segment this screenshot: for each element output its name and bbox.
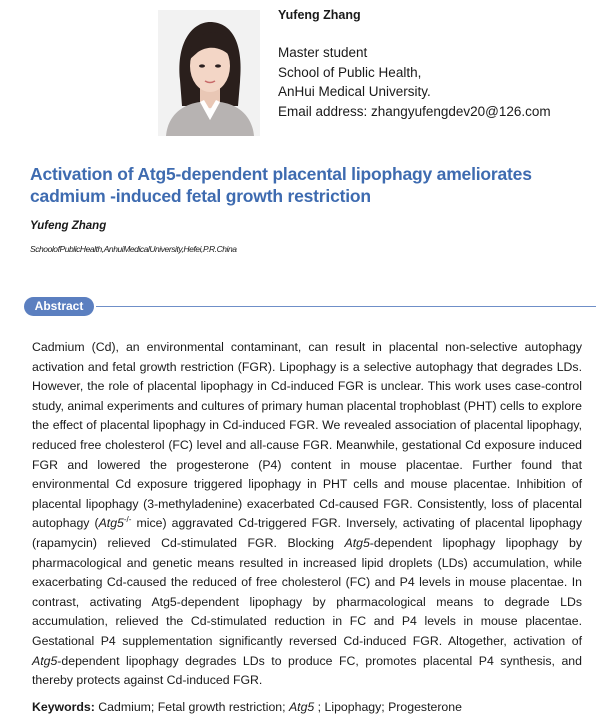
keywords-text-1: Cadmium; Fetal growth restriction; <box>94 700 289 714</box>
gene-name: Atg5 <box>344 535 370 550</box>
keywords <box>32 700 462 714</box>
keyword-gene: Atg5 <box>288 700 315 714</box>
email: Email address: zhangyufengdev20@126.com <box>278 103 551 119</box>
abstract-text-2: mice) aggravated Cd-triggered FGR. Inversely, activating of placental lipophagy (rapamycin) relieved Cd-stimulated FGR. Blocking <box>32 516 583 550</box>
author-photo <box>158 10 260 136</box>
gene-name: Atg5 <box>32 653 58 668</box>
abstract-label: Abstract <box>24 297 94 316</box>
department: School of Public Health, <box>278 64 422 80</box>
gene-superscript: -/- <box>123 515 132 525</box>
paper-author: Yufeng Zhang <box>30 220 107 232</box>
abstract-text-1: Cadmium (Cd), an environmental contaminant, can result in placental non-selective autophagy activation and fetal growth restriction (FGR). Lipophagy is a selective autophagy that degrades LDs. However, the role of placental lipophagy in Cd-induced FGR is unclear. This work uses case-control study, animal experiments and cultures of primary human placental trophoblast (PHT) cells to explore the effect of placental lipophagy in Cd-induced FGR. We revealed association of placental lipophagy, reduced free cholesterol (FC) level and all-cause FGR. Meanwhile, gestational Cd exposure induced FGR and lowered the progesterone (P4) content in mouse placentae. Further found that environmental Cd exposure triggered lipophagy in PHT cells and mouse placentae. Inhibition of placental lipophagy (3-methyladenine) exacerbated Cd-caused FGR. Consistently, loss of placental autophagy ( <box>32 340 582 531</box>
keywords-text-2: ; Lipophagy; Progesterone <box>314 700 462 714</box>
abstract-text-4: -dependent lipophagy degrades LDs to produce FC, promotes placental P4 synthesis, and thereby protects against Cd-induced FGR. <box>32 653 582 688</box>
affiliation: SchoolofPublicHealth,AnhuiMedicalUniversity,Hefei,P.R.China <box>30 244 237 254</box>
abstract-divider <box>96 306 596 307</box>
university: AnHui Medical University. <box>278 84 431 99</box>
paper-title: Activation of Atg5-dependent placental lipophagy ameliorates cadmium -induced fetal growth restriction <box>30 164 532 206</box>
header-name: Yufeng Zhang <box>278 8 361 22</box>
position: Master student <box>278 45 368 60</box>
gene-name: Atg5 <box>98 516 124 531</box>
abstract-body <box>32 338 582 691</box>
author-info <box>278 43 551 121</box>
abstract-text-3: -dependent lipophagy lipophagy by pharmacological and genetic means resulted in increased lipid droplets (LDs) accumulation, while exacerbating Cd-caused the reduced of free cholesterol (FC) and P4 levels in mouse placentae. In contrast, activating Atg5-dependent lipophagy by pharmacological means to degrade LDs accumulation, relieved the Cd-stimulated reduction in FC and P4 levels in mouse placentae. Gestational P4 supplementation significantly reversed Cd-induced FGR. Altogether, activation of <box>32 535 582 648</box>
keywords-label: Keywords: <box>32 700 95 714</box>
